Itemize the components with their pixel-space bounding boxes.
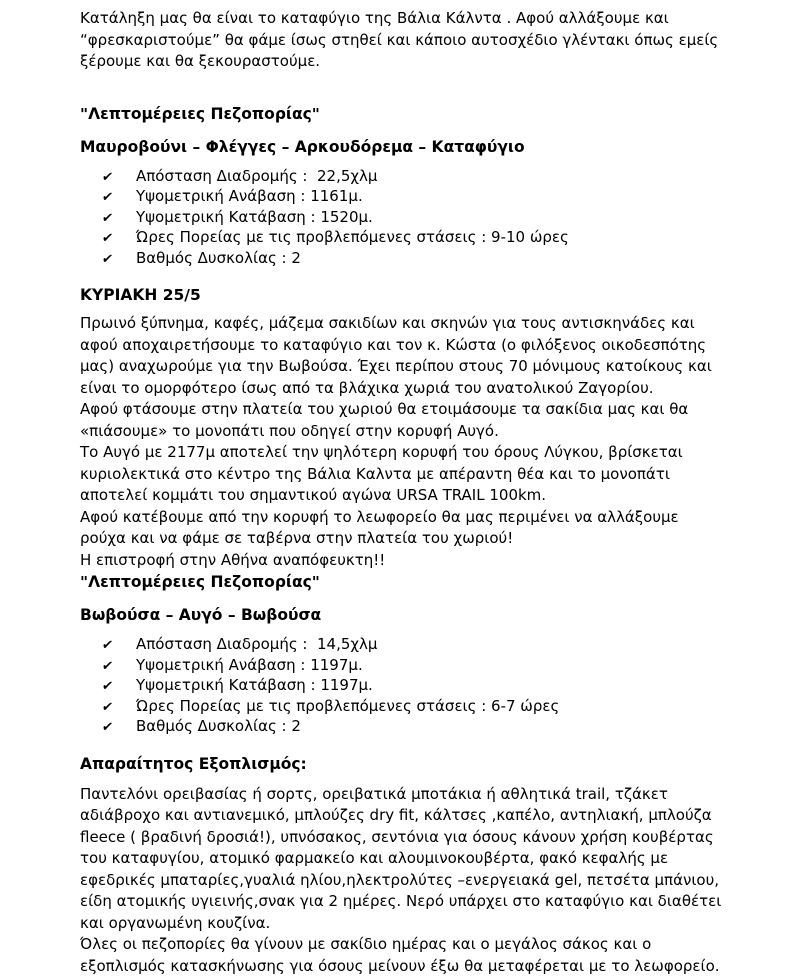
check-icon: ✔ [100, 169, 114, 185]
check-icon: ✔ [100, 190, 114, 205]
stat-descent: Υψομετρική Κατάβαση : 1197μ. [136, 676, 373, 694]
sunday-details-heading: "Λεπτομέρειες Πεζοπορίας" [80, 573, 320, 591]
list-item [80, 228, 722, 249]
stat-ascent: Υψομετρική Ανάβαση : 1161μ. [136, 187, 363, 205]
list-item [80, 717, 722, 738]
check-icon: ✔ [100, 658, 114, 674]
list-item [80, 676, 722, 697]
equipment-heading: Απαραίτητος Εξοπλισμός: [80, 754, 307, 773]
stat-descent: Υψομετρική Κατάβαση : 1520μ. [136, 207, 373, 226]
stat-hours: Ώρες Πορείας με τις προβλεπόμενες στάσεις : 9-10 ώρες [136, 228, 569, 246]
sunday-paragraph-morning: Πρωινό ξύπνημα, καφές, μάζεμα σακιδίων και σκηνών για τους αντισκηνάδες και αφού αποχαιρετήσουμε το καταφύγιο και τον κ. Κώστα (ο φιλόξενος οικοδεσπότης μας) αναχωρούμε για την Βωβούσα. Έχει περίπου στους 70 μόνιμους κατοίκους και είναι το ομορφότερο ίσως από τα βλάχικα χωριά του ανατολικού Ζαγορίου. [80, 314, 712, 397]
saturday-route-heading: Μαυροβούνι – Φλέγγες – Αρκουδόρεμα – Καταφύγιο [80, 137, 525, 156]
check-icon: ✔ [100, 231, 114, 246]
check-icon: ✔ [100, 210, 114, 226]
stat-distance: Απόσταση Διαδρομής : 14,5χλμ [136, 635, 378, 653]
equipment-paragraph: Παντελόνι ορειβασίας ή σορτς, ορειβατικά μποτάκια ή αθλητικά trail, τζάκετ αδιάβροχο και αντιανεμικό, μπλούζες dry fit, κάλτσες ,καπέλο, αντηλιακή, μπλούζα fleece ( βραδινή δροσιά!), υπνόσακος, σεντόνια για όσους κάνουν χρήση κουβέρτας του καταφυγίου, ατομικό φαρμακείο και αλουμινοκουβέρτα, φακό κεφαλής με εφεδρικές μπαταρίες,γυαλιά ηλίου,ηλεκτρολύτες –ενεργειακά gel, πετσέτα μπάνιου, είδη ατομικής υγιεινής,σνακ για 2 ημέρες. Νερό υπάρχει στο καταφύγιο και διαθέτει και οργανωμένη κουζίνα. [80, 784, 722, 932]
equipment-transport-note: Όλες οι πεζοπορίες θα γίνουν με σακίδιο ημέρας και ο μεγάλος σάκος και ο εξοπλισμός κατασκήνωσης για όσους μείνουν έξω θα μεταφέρεται με το λεωφορείο. [80, 935, 720, 975]
stat-distance: Απόσταση Διαδρομής : 22,5χλμ [136, 166, 378, 185]
sunday-paragraph-return: Η επιστροφή στην Αθήνα αναπόφευκτη!! [80, 550, 386, 569]
check-icon: ✔ [100, 720, 114, 735]
saturday-details-heading: "Λεπτομέρειες Πεζοπορίας" [80, 104, 320, 123]
list-item [80, 635, 722, 656]
sunday-paragraph-village: Αφού φτάσουμε στην πλατεία του χωριού θα ετοιμάσουμε τα σακίδια μας και θα «πιάσουμε» το μονοπάτι που οδηγεί στην κορυφή Αυγό. [80, 400, 689, 440]
stat-ascent: Υψομετρική Ανάβαση : 1197μ. [136, 655, 363, 674]
list-item [80, 697, 722, 718]
sunday-day-heading: ΚΥΡΙΑΚΗ 25/5 [80, 286, 201, 304]
check-icon: ✔ [100, 699, 114, 715]
sunday-route-heading: Βωβούσα – Αυγό – Βωβούσα [80, 606, 322, 624]
sunday-paragraph-avgo: Το Αυγό με 2177μ αποτελεί την ψηλότερη κορυφή του όρους Λύγκου, βρίσκεται κυριολεκτικά στο κέντρο της Βάλια Καλντα με απέραντη θέα και το μονοπάτι αποτελεί κομμάτι του σημαντικού αγώνα URSA TRAIL 100km. [80, 443, 683, 504]
sunday-stats-list [80, 635, 722, 738]
stat-hours: Ώρες Πορείας με τις προβλεπόμενες στάσεις : 6-7 ώρες [136, 696, 560, 715]
intro-paragraph: Κατάληξη μας θα είναι το καταφύγιο της Βάλια Κάλντα . Αφού αλλάξουμε και “φρεσκαριστούμε” θα φάμε ίσως στηθεί και κάποιο αυτοσχέδιο γλέντακι όπως εμείς ξέρουμε και θα ξεκουραστούμε. [80, 9, 719, 70]
check-icon: ✔ [100, 679, 114, 694]
list-item [80, 187, 722, 208]
list-item [80, 656, 722, 677]
stat-difficulty: Βαθμός Δυσκολίας : 2 [136, 248, 301, 267]
check-icon: ✔ [100, 638, 114, 653]
list-item [80, 167, 722, 188]
list-item [80, 249, 722, 270]
list-item [80, 208, 722, 229]
check-icon: ✔ [100, 251, 114, 267]
saturday-stats-list [80, 167, 722, 270]
stat-difficulty: Βαθμός Δυσκολίας : 2 [136, 717, 301, 735]
sunday-paragraph-descent: Αφού κατέβουμε από την κορυφή το λεωφορείο θα μας περιμένει να αλλάξουμε ρούχα και να φάμε σε ταβέρνα στην πλατεία του χωριού! [80, 507, 679, 547]
